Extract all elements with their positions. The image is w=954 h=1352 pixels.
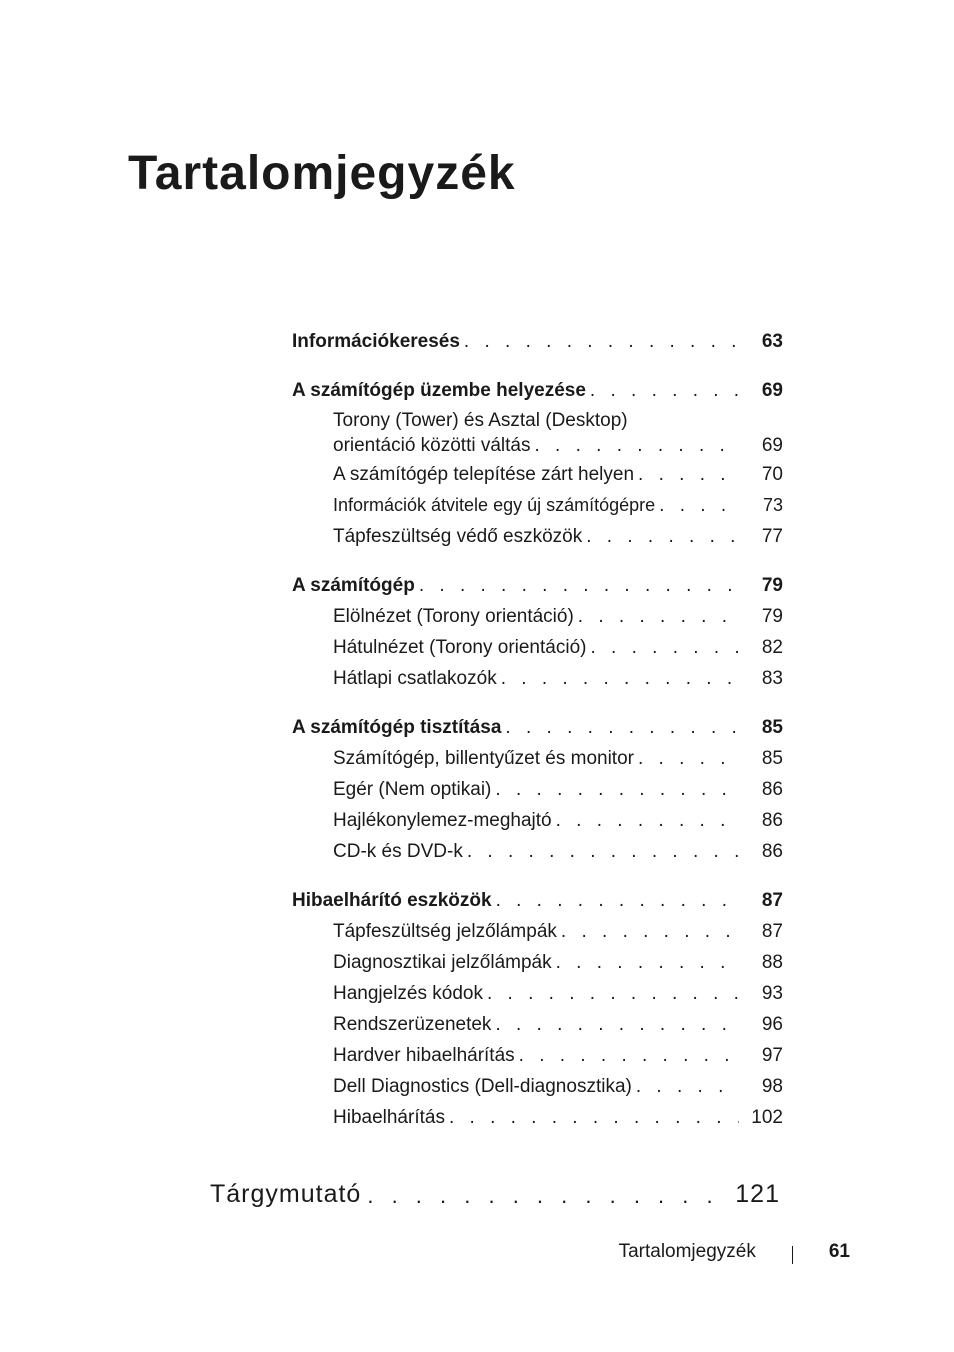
dot-leader <box>367 1183 727 1209</box>
toc-page-number: 98 <box>761 1076 783 1097</box>
toc-entry-sub[interactable] <box>292 1009 783 1040</box>
dot-leader <box>505 712 739 743</box>
dot-leader <box>496 885 739 916</box>
toc-entry-sub[interactable] <box>292 490 783 521</box>
dot-leader <box>487 978 739 1009</box>
toc-entry-sub[interactable] <box>292 459 783 490</box>
toc-entry-label: Hibaelhárítás <box>333 1107 445 1128</box>
toc-page-number: 79 <box>761 606 783 627</box>
toc-section <box>292 885 783 1133</box>
toc-entry-label: Hardver hibaelhárítás <box>333 1045 515 1066</box>
toc-entry-sub[interactable] <box>292 978 783 1009</box>
dot-leader <box>638 743 739 774</box>
dot-leader <box>590 632 739 663</box>
toc-entry-label: Diagnosztikai jelzőlámpák <box>333 952 552 973</box>
toc-entry-label: Dell Diagnostics (Dell-diagnosztika) <box>333 1076 632 1097</box>
toc-page-number: 93 <box>761 983 783 1004</box>
dot-leader <box>467 836 739 867</box>
toc-page-number: 102 <box>751 1107 783 1128</box>
toc-page-number: 77 <box>761 526 783 547</box>
toc-entry-label: Hátlapi csatlakozók <box>333 668 497 689</box>
toc-page-number: 87 <box>761 921 783 942</box>
toc-section <box>292 375 783 552</box>
toc-page-number: 121 <box>735 1180 780 1208</box>
toc-entry-label-line1: Torony (Tower) és Asztal (Desktop) <box>333 410 628 431</box>
toc-entry-label: Számítógép, billentyűzet és monitor <box>333 748 634 769</box>
toc-entry-sub[interactable] <box>292 1102 783 1133</box>
toc-entry-label: Elölnézet (Torony orientáció) <box>333 606 574 627</box>
dot-leader <box>556 947 739 978</box>
toc-section <box>292 570 783 694</box>
dot-leader <box>590 375 739 406</box>
toc-entry-label: Rendszerüzenetek <box>333 1014 492 1035</box>
toc-entry-label: Hajlékonylemez-meghajtó <box>333 810 552 831</box>
toc-entry-sub[interactable] <box>292 406 783 459</box>
dot-leader <box>636 1071 739 1102</box>
toc-page-number: 86 <box>761 779 783 800</box>
toc-entry-label: Hangjelzés kódok <box>333 983 483 1004</box>
toc-page-number: 69 <box>761 380 783 401</box>
toc-page-number: 97 <box>761 1045 783 1066</box>
dot-leader <box>449 1102 739 1133</box>
toc-entry-label: A számítógép <box>292 575 415 596</box>
toc-entry-sub[interactable] <box>292 743 783 774</box>
toc-entry-sub[interactable] <box>292 632 783 663</box>
toc-entry-label: Hibaelhárító eszközök <box>292 890 492 911</box>
toc-entry-sub[interactable] <box>292 1040 783 1071</box>
dot-leader <box>495 1009 739 1040</box>
dot-leader <box>519 1040 739 1071</box>
toc-entry-label: Hátulnézet (Torony orientáció) <box>333 637 587 658</box>
toc-entry-label: Információkeresés <box>292 331 460 352</box>
dot-leader <box>638 459 739 490</box>
dot-leader <box>561 916 739 947</box>
toc-entry-label: CD-k és DVD-k <box>333 841 463 862</box>
toc-page-number: 85 <box>761 717 783 738</box>
dot-leader <box>464 326 739 357</box>
toc-entry-label: Egér (Nem optikai) <box>333 779 492 800</box>
toc-entry-sub[interactable] <box>292 521 783 552</box>
toc-entry-sub[interactable] <box>292 663 783 694</box>
toc-entry-sub[interactable] <box>292 916 783 947</box>
toc-entry-label: Információk átvitele egy új számítógépre <box>333 495 656 515</box>
footer-divider <box>792 1246 793 1264</box>
toc-page-number: 86 <box>761 841 783 862</box>
dot-leader <box>586 521 739 552</box>
dot-leader <box>501 663 739 694</box>
toc-entry-sub[interactable] <box>292 836 783 867</box>
toc-entry-label: Tápfeszültség jelzőlámpák <box>333 921 557 942</box>
toc-entry-label: Tárgymutató <box>210 1180 362 1208</box>
toc-entry-main[interactable] <box>292 712 783 743</box>
toc-entry-main[interactable] <box>292 326 783 357</box>
toc-entry-label: Tápfeszültség védő eszközök <box>333 526 583 547</box>
toc-page-number: 96 <box>761 1014 783 1035</box>
toc-page-number: 73 <box>762 495 783 515</box>
toc-page-number: 82 <box>761 637 783 658</box>
toc-page-number: 85 <box>761 748 783 769</box>
toc-entry-sub[interactable] <box>292 805 783 836</box>
toc-entry-label: A számítógép tisztítása <box>292 717 502 738</box>
toc-section <box>292 712 783 867</box>
toc-entry-label: orientáció közötti váltás <box>333 435 531 456</box>
toc-entry-label: A számítógép üzembe helyezése <box>292 380 586 401</box>
toc-page-number: 86 <box>761 810 783 831</box>
table-of-contents <box>292 326 783 1151</box>
footer-label: Tartalomjegyzék <box>618 1241 756 1262</box>
toc-section <box>292 326 783 357</box>
toc-entry-sub[interactable] <box>292 601 783 632</box>
dot-leader <box>659 490 739 521</box>
toc-entry-main[interactable] <box>292 570 783 601</box>
toc-entry-label: A számítógép telepítése zárt helyen <box>333 464 635 485</box>
toc-entry-sub[interactable] <box>292 774 783 805</box>
dot-leader <box>556 805 739 836</box>
footer-page-number: 61 <box>828 1241 850 1262</box>
dot-leader <box>535 433 740 459</box>
dot-leader <box>578 601 739 632</box>
toc-page-number: 70 <box>761 464 783 485</box>
dot-leader <box>419 570 739 601</box>
toc-page-number: 87 <box>761 890 783 911</box>
toc-page-number: 83 <box>761 668 783 689</box>
toc-entry-main[interactable] <box>292 375 783 406</box>
page-title: Tartalomjegyzék <box>128 147 516 200</box>
toc-entry-sub[interactable] <box>292 947 783 978</box>
toc-page-number: 69 <box>761 435 783 456</box>
toc-entry-main[interactable] <box>292 885 783 916</box>
dot-leader <box>495 774 739 805</box>
toc-page-number: 88 <box>761 952 783 973</box>
toc-entry-index[interactable] <box>210 1180 780 1209</box>
page-footer <box>619 1240 850 1264</box>
toc-page-number: 63 <box>761 331 783 352</box>
toc-page-number: 79 <box>761 575 783 596</box>
toc-entry-sub[interactable] <box>292 1071 783 1102</box>
